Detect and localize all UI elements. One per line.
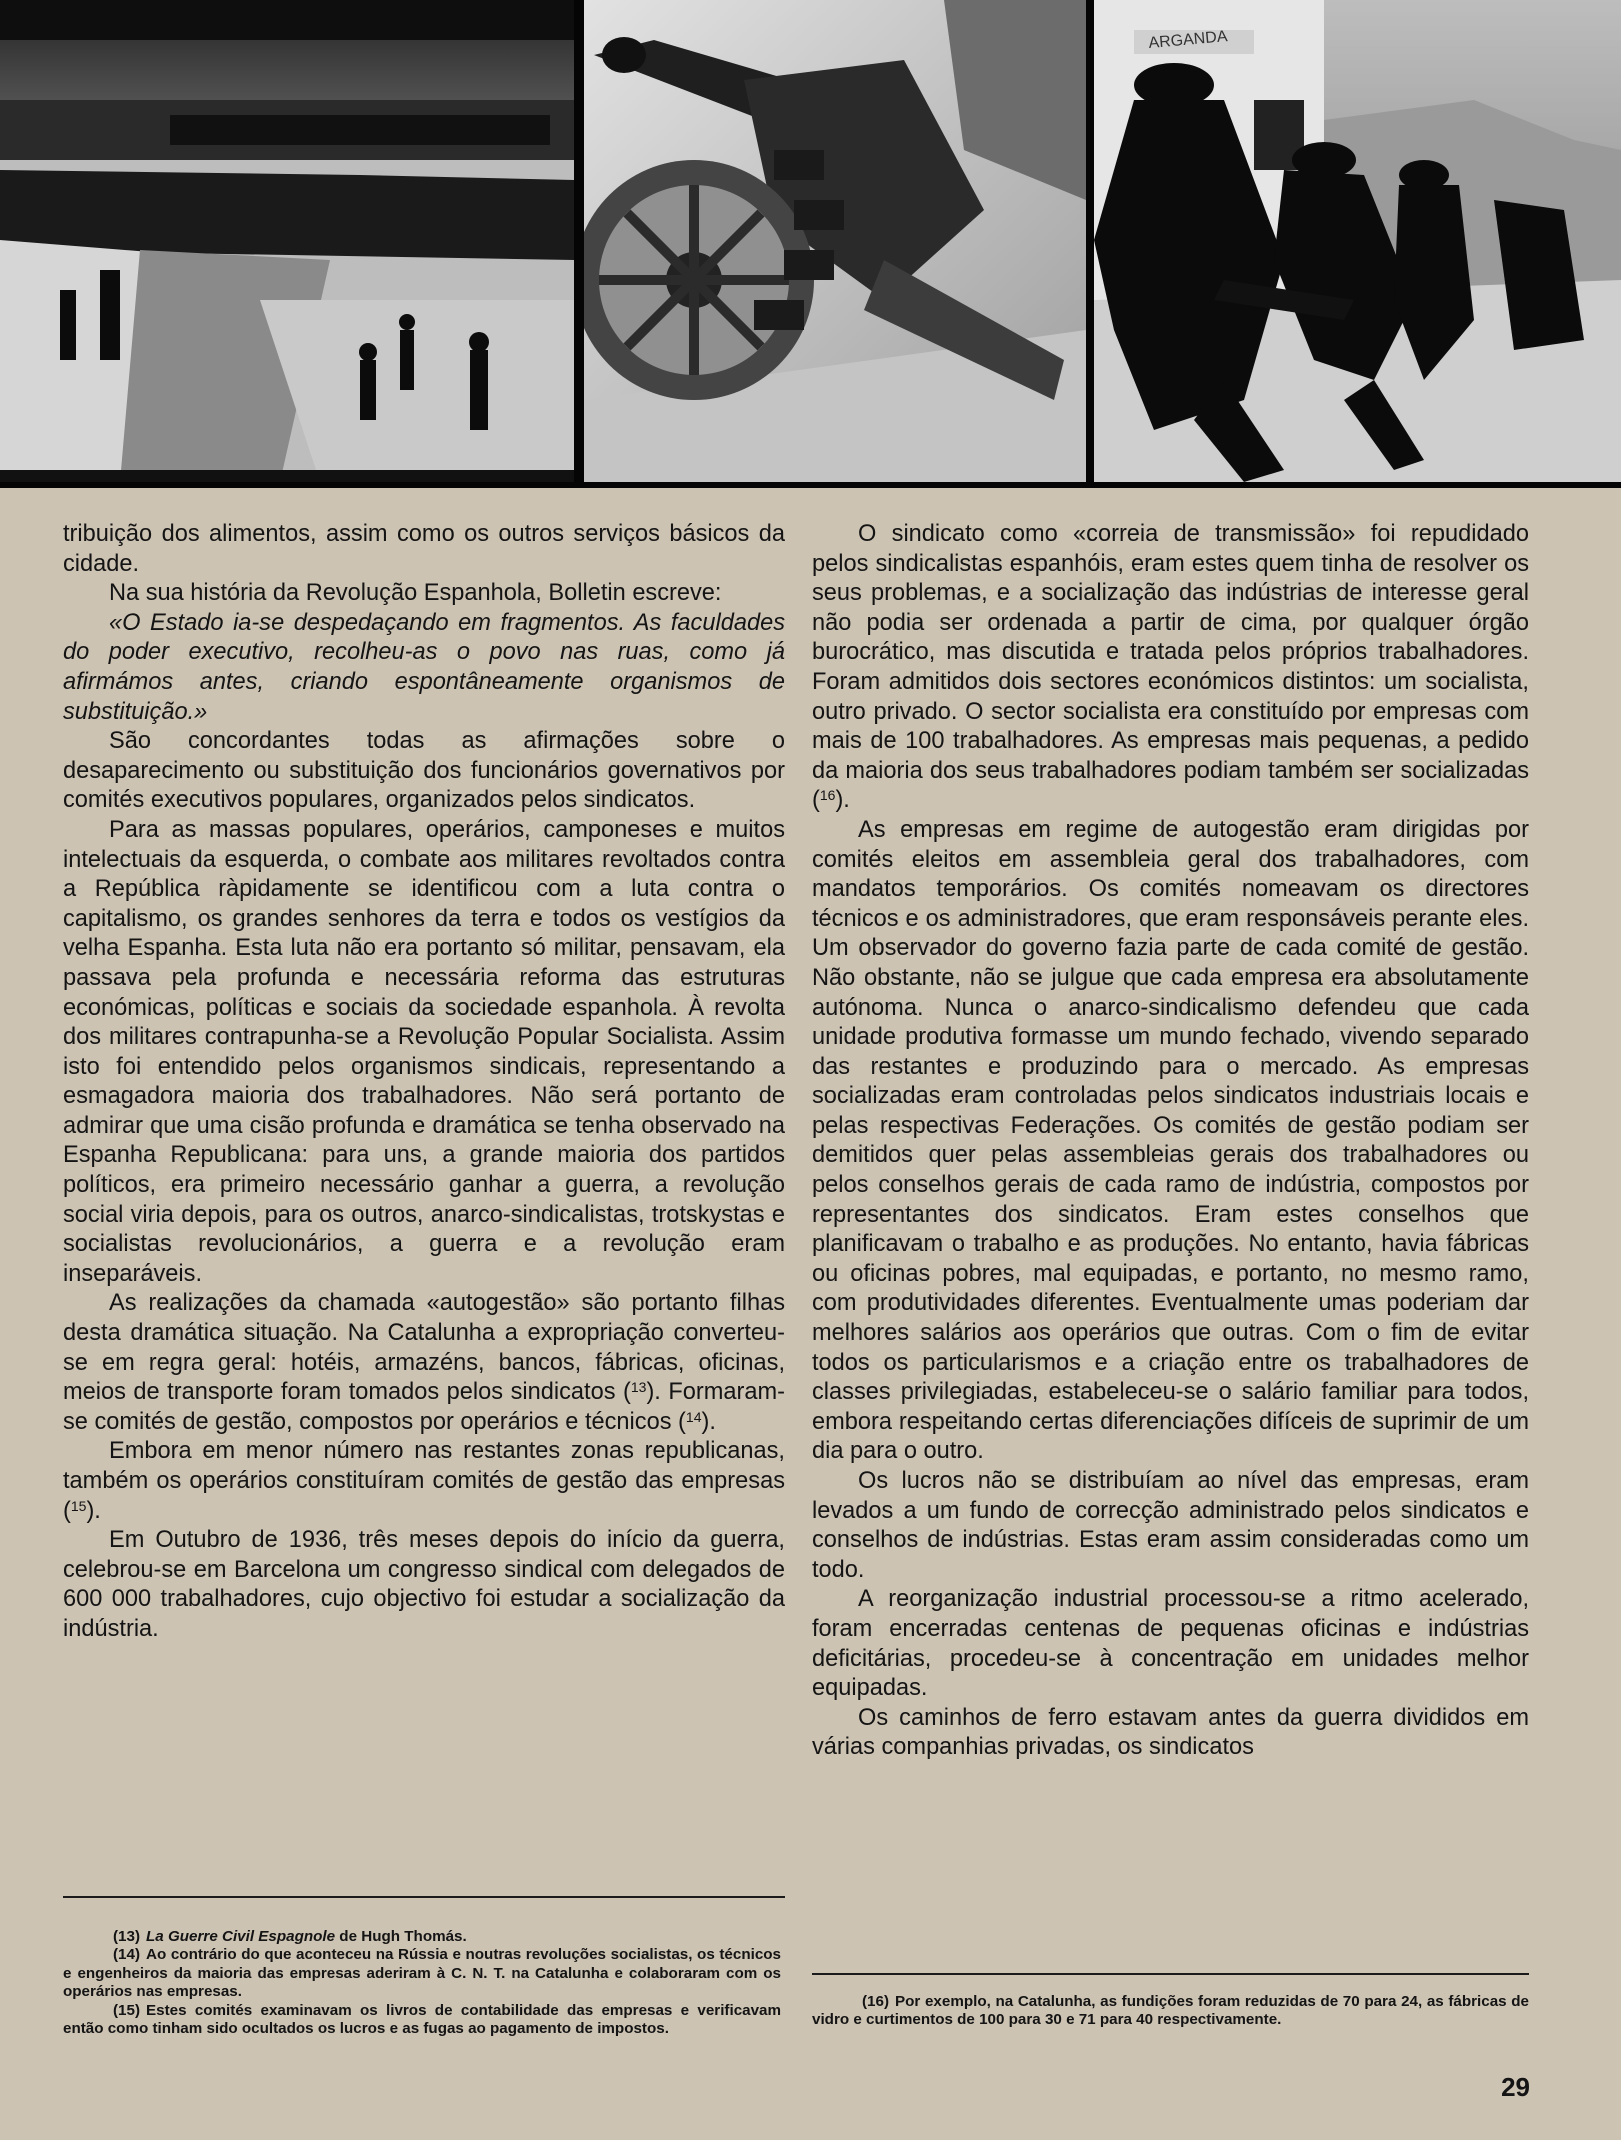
text-run: O sindicato como «correia de transmissão» foi repudidado pelos sindicalistas espanhóis, eram estes quem tinha de resolver os seus problemas, e a socialização das indústrias de interesse geral não podia ser ordenada a partir de cima, por qualquer órgão burocrático, mas discutida e tratada pelos próprios trabalhadores. Foram admitidos dois sectores económicos distintos: um socialista, outro privado. O sector socialista era constituído por empresas com mais de 100 trabalhadores. As empresas mais pequenas, a pedido da maioria dos seus trabalhadores podiam também ser socializadas ( [812, 521, 1529, 814]
text-run: ). [835, 787, 850, 814]
footnote-text: Ao contrário do que aconteceu na Rússia e noutras revoluções socialistas, os técnicos e engenheiros da maioria das empresas aderiram à C. N. T. na Catalunha e colaboraram com os operários nas empresas. [63, 1946, 781, 2001]
text-run: Embora em menor número nas restantes zonas republicanas, também os operários constituíram comités de gestão das empresas ( [63, 1438, 785, 1524]
paragraph [812, 520, 1529, 816]
soldiers-running-photo [1094, 0, 1621, 482]
paragraph: A reorganização industrial processou-se a ritmo acelerado, foram encerradas centenas de pequenas oficinas e indústrias deficitárias, procedeu-se à concentração em unidades melhor equipadas. [812, 1586, 1529, 1702]
artillery-gun-photo [584, 0, 1086, 482]
footnote-text: Estes comités examinavam os livros de contabilidade das empresas e verificavam então como tinham sido ocultados os lucros e as fugas ao pagamento de impostos. [63, 2001, 781, 2038]
left-footnotes [63, 1928, 781, 2038]
book-title: La Guerre Civil Espagnole [146, 1928, 336, 1945]
footnote [63, 2002, 781, 2039]
paragraph: Na sua história da Revolução Espanhola, Bolletin escreve: [109, 580, 722, 607]
text-run: As realizações da chamada «autogestão» são portanto filhas desta dramática situação. Na Catalunha a expropriação converteu-se em regra geral: hotéis, armazéns, bancos, fábricas, oficinas, meios de transporte foram tomados pelos sindicatos ( [63, 1290, 785, 1406]
paragraph: As empresas em regime de autogestão eram dirigidas por comités eleitos em assembleia geral dos trabalhadores, com mandatos temporários. Os comités nomeavam os directores técnicos e os administradores, que eram responsáveis perante eles. Um observador do governo fazia parte de cada comité de gestão. Não obstante, não se julgue que cada empresa era absolutamente autónoma. Nunca o anarco-sindicalismo defendeu que cada unidade produtiva formasse um mundo fechado, vivendo separado das restantes e produzindo para o mercado. As empresas socializadas eram controladas pelos sindicatos industriais locais e pelas respectivas Federações. Os comités de gestão podiam ser demitidos quer pelas assembleias gerais dos trabalhadores ou pelos conselhos gerais de cada ramo de indústria, compostos por representantes dos sindicatos. Eram estes conselhos que planificavam o trabalho e as produções. No entanto, havia fábricas ou oficinas pobres, mal equipadas, e portanto, no mesmo ramo, com produtividades diferentes. Eventualmente umas poderiam dar melhores salários aos operários que outras. Com o fim de evitar todos os particularismos e a criação entre os trabalhadores de classes privilegiadas, estabeleceu-se o salário familiar para todos, embora respeitando certas diferenciações difíceis de suprimir de um dia para o outro. [812, 816, 1529, 1465]
photo-strip [0, 0, 1621, 488]
left-text-column [63, 520, 785, 1645]
paragraph: São concordantes todas as afirmações sobre o desaparecimento ou substituição dos funcionários governativos por comités executivos populares, organizados pelos sindicatos. [63, 728, 785, 814]
footnote [63, 1928, 781, 1946]
footnote-number: (16) [862, 1993, 890, 2010]
quote-paragraph: «O Estado ia-se despedaçando em fragmentos. As faculdades do poder executivo, recolheu-as o povo nas ruas, como já afirmámos antes, criando espontâneamente organismos de substituição.» [63, 609, 785, 725]
footnote-number: (15) [113, 2001, 141, 2019]
footnote-ref: 16 [819, 787, 836, 804]
right-text-column [812, 520, 1529, 1763]
footnote-ref: 15 [70, 1497, 87, 1514]
paragraph [63, 1289, 785, 1437]
paragraph: Os lucros não se distribuíam ao nível das empresas, eram levados a um fundo de correcção administrado pelos sindicatos e conselhos de indústrias. Estas eram assim consideradas como um todo. [812, 1468, 1529, 1583]
page-number: 29 [1501, 2072, 1530, 2102]
paragraph: Os caminhos de ferro estavam antes da guerra divididos em várias companhias privadas, os sindicatos [812, 1704, 1529, 1761]
paragraph: Em Outubro de 1936, três meses depois do início da guerra, celebrou-se em Barcelona um congresso sindical com delegados de 600 000 trabalhadores, cujo objectivo foi estudar a socialização da indústria. [63, 1527, 785, 1642]
footnote-text: de Hugh Thomás. [335, 1928, 467, 1945]
footnote-ref: 13 [630, 1379, 647, 1396]
footnote-divider [812, 1973, 1529, 1975]
crowd-ceremony-photo [0, 0, 574, 482]
footnote-number: (14) [113, 1946, 141, 1964]
building-sign-text: ARGANDA [1147, 28, 1229, 52]
paragraph: Para as massas populares, operários, camponeses e muitos intelectuais da esquerda, o combate aos militares revoltados contra a República ràpidamente se identificou com a luta contra o capitalismo, os grandes senhores da terra e todos os vestígios da velha Espanha. Esta luta não era portanto só militar, pensavam, ela passava pela profunda e necessária reforma das estruturas económicas, políticas e sociais da sociedade espanhola. À revolta dos militares contrapunha-se a Revolução Popular Socialista. Assim isto foi entendido pelos organismos sindicais, representando a esmagadora maioria dos trabalhadores. Não será portanto de admirar que uma cisão profunda e dramática se tenha observado na Espanha Republicana: para uns, a grande maioria dos partidos políticos, era primeiro necessário ganhar a guerra, a revolução social viria depois, para os outros, anarco-sindicalistas, trotskystas e socialistas revolucionários, a guerra e a revolução eram inseparáveis. [63, 816, 785, 1287]
paragraph: tribuição dos alimentos, assim como os outros serviços básicos da cidade. [63, 521, 785, 577]
footnote [63, 1946, 781, 2001]
text-run: ). [86, 1497, 101, 1524]
footnote [812, 1993, 1529, 2030]
text-run: ). [701, 1408, 716, 1435]
footnote-ref: 14 [685, 1408, 702, 1425]
paragraph [63, 1437, 785, 1526]
footnote-divider [63, 1896, 785, 1898]
text-run: ). Formaram-se comités de gestão, compostos por operários e técnicos ( [63, 1379, 785, 1435]
right-footnotes [812, 1993, 1529, 2030]
footnote-number: (13) [113, 1928, 141, 1945]
footnote-text: Por exemplo, na Catalunha, as fundições foram reduzidas de 70 para 24, as fábricas de vidro e curtimentos de 100 para 30 e 71 para 40 respectivamente. [812, 1993, 1529, 2029]
